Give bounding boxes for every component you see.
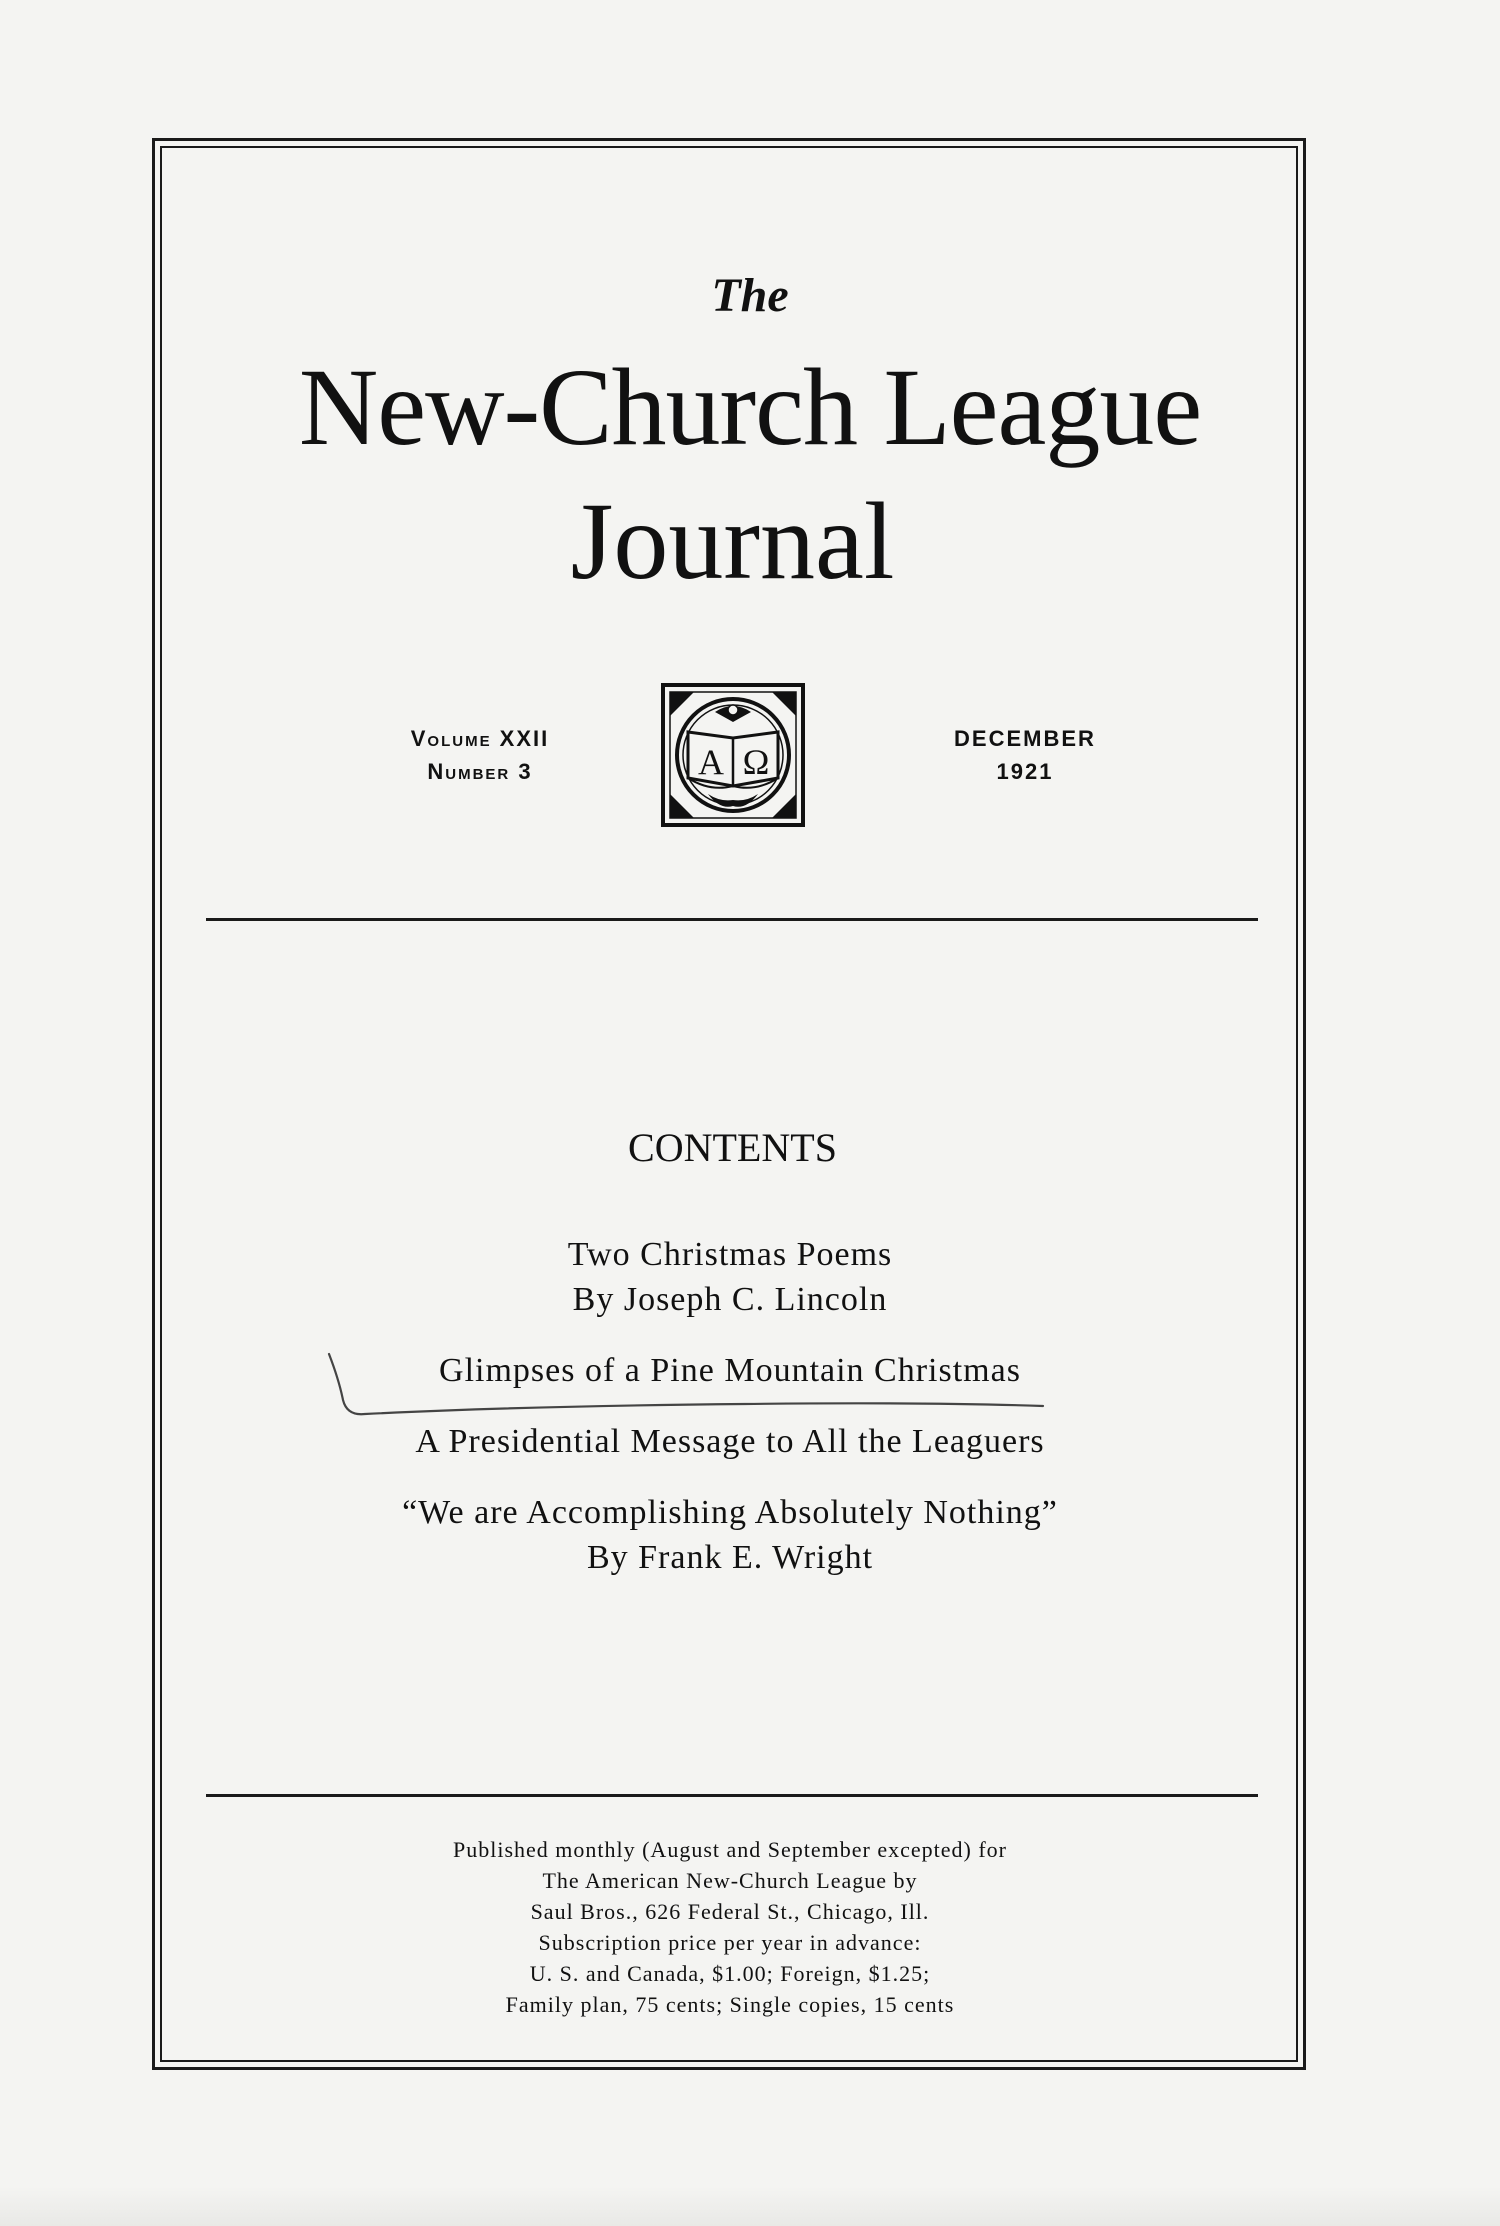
journal-title-line-1: New-Church League	[298, 346, 1202, 468]
contents-entry-title: Glimpses of a Pine Mountain Christmas	[439, 1352, 1021, 1389]
colophon-line: Published monthly (August and September excepted) for	[452, 1837, 1007, 1862]
colophon-line: The American New-Church League by	[542, 1868, 918, 1893]
contents-entry-author: By Joseph C. Lincoln	[572, 1281, 888, 1318]
issue-date-block	[845, 722, 1205, 788]
contents-entry-title: A Presidential Message to All the Leaguers	[415, 1423, 1045, 1460]
alpha-omega-emblem-icon	[660, 682, 806, 828]
colophon-line: Subscription price per year in advance:	[538, 1930, 922, 1955]
volume-label: Volume XXII	[410, 726, 550, 751]
colophon-line: Family plan, 75 cents; Single copies, 15 cents	[505, 1992, 955, 2017]
contents-entry	[0, 1232, 1460, 1322]
colophon-line: U. S. and Canada, $1.00; Foreign, $1.25;	[529, 1961, 931, 1986]
contents-entry-title: “We are Accomplishing Absolutely Nothing”	[402, 1494, 1058, 1531]
colophon-line: Saul Bros., 626 Federal St., Chicago, Ill.	[530, 1899, 930, 1924]
masthead-the: The	[711, 269, 789, 322]
publication-colophon	[0, 1834, 1460, 2020]
contents-entry	[0, 1490, 1460, 1580]
horizontal-rule-bottom	[206, 1794, 1258, 1797]
emblem-letters: Α	[698, 742, 724, 782]
number-label: Number 3	[427, 759, 533, 784]
issue-month: DECEMBER	[954, 726, 1096, 751]
contents-entry-title: Two Christmas Poems	[567, 1236, 893, 1273]
contents-heading: CONTENTS	[628, 1125, 837, 1170]
journal-title-line-2: Journal	[570, 480, 895, 602]
svg-text:Ω: Ω	[742, 742, 770, 782]
pencil-underline-mark	[325, 1350, 1055, 1430]
horizontal-rule-top	[206, 918, 1258, 921]
contents-entry-author: By Frank E. Wright	[586, 1539, 874, 1576]
paper-edge	[0, 2186, 1500, 2226]
issue-year: 1921	[996, 759, 1054, 784]
volume-number-block	[300, 722, 660, 788]
